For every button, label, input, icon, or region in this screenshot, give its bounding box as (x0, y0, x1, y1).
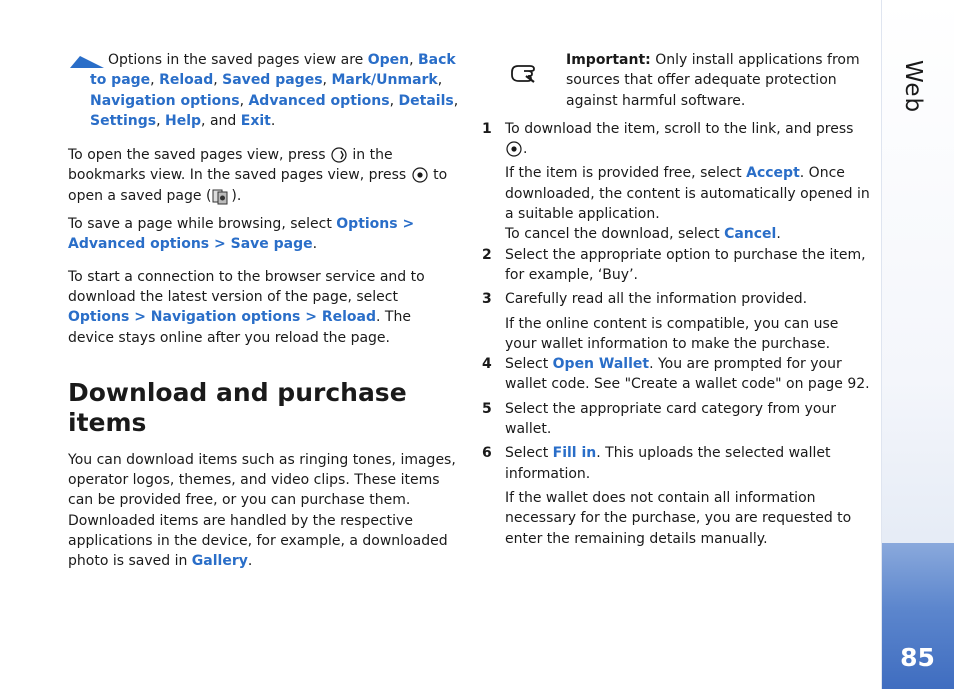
page-heading: Download and purchase items (68, 377, 407, 437)
saved-page-icon (211, 186, 231, 206)
note-triangle-icon (70, 56, 104, 68)
saved-pages-paragraph: To open the saved pages view, press in the bookmarks view. In the saved pages view, press to open a saved page ( ). (68, 147, 448, 204)
step-5: 5 Select the appropriate card category from your wallet. (482, 400, 837, 438)
step-3: 3 Carefully read all the information provided. If the online content is compatible, you can use your wallet information to make the purchase. (482, 291, 839, 352)
download-intro-paragraph: You can download items such as ringing tones, images, operator logos, themes, and video clips. These items can be provided free, or you can purchase them. Downloaded items are handled by the respective applications in the device, for example, a downloaded photo is saved in Gallery. (68, 451, 456, 570)
save-page-paragraph: To save a page while browsing, select Options > Advanced options > Save page. (68, 216, 415, 253)
scroll-key-icon (330, 146, 348, 164)
reload-paragraph: To start a connection to the browser service and to download the latest version of the page, select Options > Navigation options > Reload. The device stays online after you reload the page. (68, 268, 425, 346)
step-2: 2 Select the appropriate option to purchase the item, for example, ‘Buy’. (482, 246, 866, 283)
options-note: Options in the saved pages view are Open, Back to page, Reload, Saved pages, Mark/Unmark, Navigation options, Advanced options, Details, Settings, Help, and Exit. (68, 50, 460, 131)
step-1: 1 To download the item, scroll to the link, and press . If the item is provided free, select Accept. Once downloaded, the content is automatically opened in a suitable application. To cancel the download, select Cancel. (482, 120, 870, 243)
select-key-icon (411, 166, 429, 184)
section-title: Web (900, 60, 926, 114)
important-note: Important: Only install applications from sources that offer adequate protection against harmful software. (482, 50, 874, 111)
page-number: 85 (900, 643, 935, 672)
important-hand-icon (508, 58, 536, 86)
select-key-icon (505, 140, 523, 158)
step-6: 6 Select Fill in. This uploads the selected wallet information. If the wallet does not contain all information necessary for the purchase, you are requested to enter the remaining details manually. (482, 445, 852, 547)
left-column (68, 50, 460, 580)
right-column (482, 50, 874, 549)
step-4: 4 Select Open Wallet. You are prompted for your wallet code. See "Create a wallet code" on page 92. (482, 356, 870, 393)
